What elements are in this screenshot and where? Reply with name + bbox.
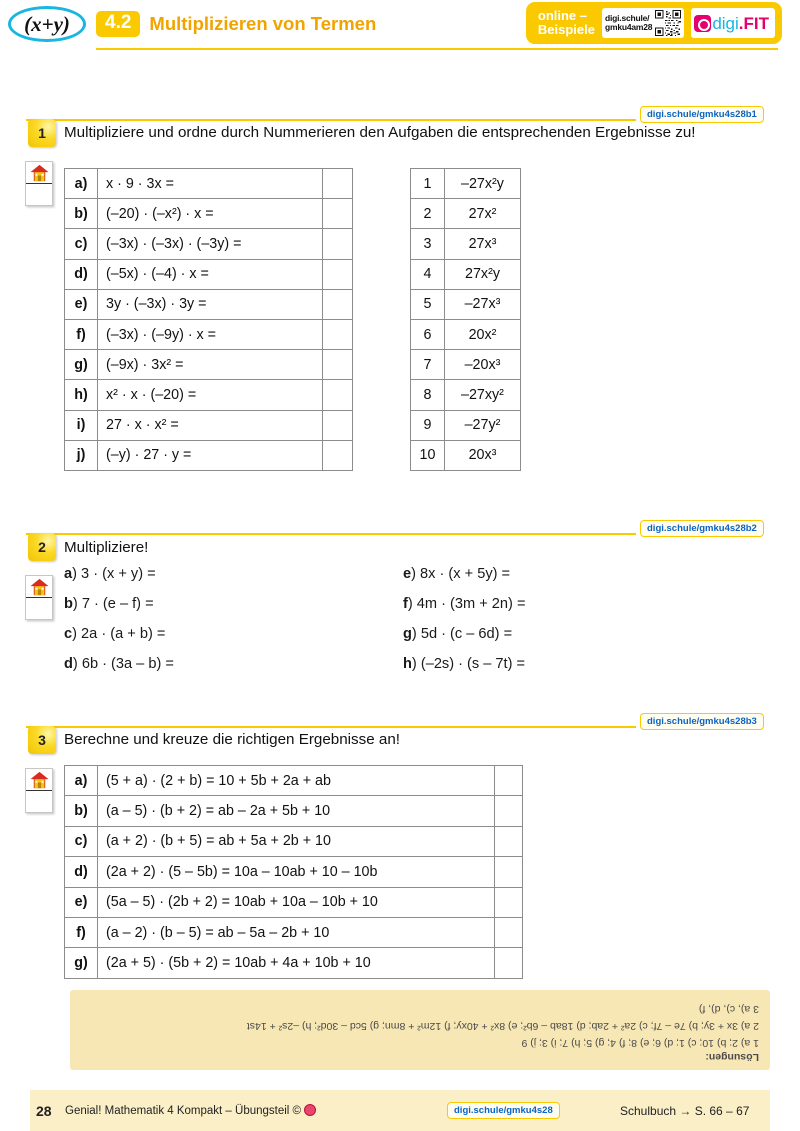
task-letter: c) [65, 229, 98, 259]
publisher-logo-icon [304, 1104, 316, 1116]
row-equation: (5a – 5) · (2b + 2) = 10ab + 10a – 10b + 10 [98, 887, 495, 917]
table-row [65, 826, 523, 856]
result-number: 9 [411, 410, 445, 440]
row-checkbox[interactable] [495, 766, 523, 796]
exercise-3-rows [65, 766, 523, 979]
row-equation: (a – 2) · (b – 5) = ab – 5a – 2b + 10 [98, 917, 495, 947]
item-letter: f [403, 596, 408, 612]
row-checkbox[interactable] [495, 796, 523, 826]
row-checkbox[interactable] [495, 826, 523, 856]
result-value: –27y² [445, 410, 521, 440]
result-value: –27x³ [445, 289, 521, 319]
table-row [411, 229, 521, 259]
task-expression: (–20) · (–x²) · x = [98, 199, 323, 229]
table-row [65, 199, 353, 229]
digifit-mark-icon [694, 15, 711, 32]
result-value: 27x² [445, 199, 521, 229]
digifit-wordmark: digi.FIT [712, 13, 769, 33]
result-value: 20x² [445, 319, 521, 349]
list-item [64, 619, 174, 649]
row-letter: a) [65, 766, 98, 796]
row-letter: d) [65, 857, 98, 887]
page-footer [0, 1090, 800, 1131]
online-examples-label: online – Beispiele [537, 7, 595, 37]
list-item [403, 559, 525, 589]
table-row [65, 948, 523, 978]
row-letter: c) [65, 826, 98, 856]
item-expression: ) (–2s) · (s – 7t) = [411, 656, 526, 672]
item-expression: ) 8x · (x + 5y) = [411, 566, 511, 582]
task-answer-box[interactable] [323, 289, 353, 319]
exercise-1-divider [26, 119, 636, 121]
exercise-3-prompt: Berechne und kreuze die richtigen Ergebnisse an! [64, 731, 401, 748]
online-examples-pill[interactable] [526, 2, 782, 44]
table-row [65, 857, 523, 887]
homework-icon-slot [26, 576, 52, 598]
task-answer-box[interactable] [323, 169, 353, 199]
row-checkbox[interactable] [495, 917, 523, 947]
imprint-text: Genial! Mathematik 4 Kompakt – Übungsteil © [65, 1105, 302, 1117]
list-item [64, 649, 174, 679]
result-number: 2 [411, 199, 445, 229]
exercise-1-task-rows [65, 169, 353, 471]
result-number: 6 [411, 319, 445, 349]
task-expression: (–9x) · 3x² = [98, 350, 323, 380]
exercise-2-prompt: Multipliziere! [64, 539, 149, 556]
result-number: 10 [411, 440, 445, 470]
table-row [65, 887, 523, 917]
list-item [64, 559, 174, 589]
table-row [411, 380, 521, 410]
task-answer-box[interactable] [323, 440, 353, 470]
task-letter: a) [65, 169, 98, 199]
task-letter: f) [65, 319, 98, 349]
table-row [411, 259, 521, 289]
qr-code-icon [655, 10, 681, 36]
solutions-title: Lösungen: [705, 1051, 759, 1063]
task-letter: i) [65, 410, 98, 440]
item-letter: b [64, 596, 73, 612]
table-row [65, 259, 353, 289]
house-icon [29, 578, 50, 596]
table-row [411, 199, 521, 229]
table-row [411, 319, 521, 349]
row-equation: (a + 2) · (b + 5) = ab + 5a + 2b + 10 [98, 826, 495, 856]
row-equation: (5 + a) · (2 + b) = 10 + 5b + 2a + ab [98, 766, 495, 796]
result-number: 3 [411, 229, 445, 259]
list-item [403, 649, 525, 679]
item-letter: d [64, 656, 73, 672]
task-letter: d) [65, 259, 98, 289]
table-row [411, 410, 521, 440]
table-row [411, 289, 521, 319]
exercise-2-homework-marker [25, 575, 53, 620]
table-row [65, 169, 353, 199]
row-letter: e) [65, 887, 98, 917]
item-expression: ) 4m · (3m + 2n) = [407, 596, 526, 612]
table-row [65, 380, 353, 410]
row-checkbox[interactable] [495, 887, 523, 917]
task-letter: h) [65, 380, 98, 410]
row-letter: f) [65, 917, 98, 947]
result-number: 5 [411, 289, 445, 319]
table-row [411, 169, 521, 199]
task-expression: (–3x) · (–9y) · x = [98, 319, 323, 349]
task-expression: (–3x) · (–3x) · (–3y) = [98, 229, 323, 259]
result-number: 7 [411, 350, 445, 380]
exercise-2-right-column [403, 559, 525, 679]
list-item [403, 589, 525, 619]
table-row [411, 350, 521, 380]
table-row [65, 289, 353, 319]
house-icon [29, 771, 50, 789]
result-number: 8 [411, 380, 445, 410]
brand-logo-xy: (x+y) [8, 6, 86, 42]
task-expression: x · 9 · 3x = [98, 169, 323, 199]
page-number: 28 [36, 1102, 52, 1119]
exercise-2-code-badge[interactable]: digi.schule/gmku4s28b2 [640, 520, 764, 537]
task-expression: 3y · (–3x) · 3y = [98, 289, 323, 319]
task-expression: (–y) · 27 · y = [98, 440, 323, 470]
item-expression: ) 5d · (c – 6d) = [411, 626, 513, 642]
result-value: –27xy² [445, 380, 521, 410]
task-letter: b) [65, 199, 98, 229]
row-letter: b) [65, 796, 98, 826]
result-value: 27x³ [445, 229, 521, 259]
footer-imprint [65, 1104, 316, 1117]
row-checkbox[interactable] [495, 948, 523, 978]
task-expression: x² · x · (–20) = [98, 380, 323, 410]
row-checkbox[interactable] [495, 857, 523, 887]
solutions-line-3: 3 a), c), d), f) [698, 1003, 759, 1015]
table-row [65, 796, 523, 826]
result-number: 1 [411, 169, 445, 199]
digifit-brand-chip[interactable] [691, 8, 775, 38]
exercise-2-left-column [64, 559, 174, 679]
exercise-1-code-badge[interactable]: digi.schule/gmku4s28b1 [640, 106, 764, 123]
solutions-line-1: 1 a) 2; b) 10; c) 1; d) 6; e) 8; f) 4; g) 5; h) 7; i) 3; j) 9 [521, 1037, 759, 1049]
exercise-1-prompt: Multipliziere und ordne durch Nummerieren den Aufgaben die entsprechenden Ergebnisse zu! [64, 124, 696, 141]
task-letter: j) [65, 440, 98, 470]
house-icon [29, 164, 50, 182]
table-row [65, 410, 353, 440]
task-answer-box[interactable] [323, 319, 353, 349]
row-equation: (2a + 2) · (5 – 5b) = 10a – 10ab + 10 – 10b [98, 857, 495, 887]
task-answer-box[interactable] [323, 199, 353, 229]
header-divider [96, 48, 778, 51]
homework-icon-slot [26, 769, 52, 791]
table-row [65, 229, 353, 259]
task-letter: g) [65, 350, 98, 380]
item-expression: ) 7 · (e – f) = [72, 596, 154, 612]
task-expression: (–5x) · (–4) · x = [98, 259, 323, 289]
table-row [65, 766, 523, 796]
item-letter: c [64, 626, 73, 642]
item-expression: ) 2a · (a + b) = [72, 626, 166, 642]
result-number: 4 [411, 259, 445, 289]
footer-code-badge[interactable]: digi.schule/gmku4s28 [447, 1102, 560, 1119]
row-letter: g) [65, 948, 98, 978]
page-header [0, 0, 800, 48]
exercise-3-homework-marker [25, 768, 53, 813]
result-value: 20x³ [445, 440, 521, 470]
homework-icon-slot [26, 162, 52, 184]
result-value: –20x³ [445, 350, 521, 380]
table-row [65, 917, 523, 947]
task-answer-box[interactable] [323, 229, 353, 259]
result-value: 27x²y [445, 259, 521, 289]
qr-code-url: digi.schule/ gmku4am28 [604, 12, 653, 32]
exercise-2-number: 2 [28, 533, 56, 561]
exercise-2-divider [26, 533, 636, 535]
schoolbook-reference: Schulbuch → S. 66 – 67 [620, 1103, 750, 1118]
footer-content [0, 1090, 800, 1131]
exercise-1-task-table [64, 168, 353, 471]
row-equation: (2a + 5) · (5b + 2) = 10ab + 4a + 10b + 10 [98, 948, 495, 978]
exercise-3-table [64, 765, 523, 979]
exercise-3-code-badge[interactable]: digi.schule/gmku4s28b3 [640, 713, 764, 730]
task-letter: e) [65, 289, 98, 319]
qr-code-chip[interactable] [602, 8, 684, 38]
item-letter: g [403, 626, 412, 642]
item-letter: h [403, 656, 412, 672]
task-answer-box[interactable] [323, 259, 353, 289]
exercise-1-results-table [410, 168, 521, 471]
table-row [65, 319, 353, 349]
table-row [411, 440, 521, 470]
item-letter: a [64, 566, 73, 582]
table-row [65, 350, 353, 380]
task-answer-box[interactable] [323, 350, 353, 380]
list-item [64, 589, 174, 619]
exercise-3-divider [26, 726, 636, 728]
task-answer-box[interactable] [323, 410, 353, 440]
task-answer-box[interactable] [323, 380, 353, 410]
list-item [403, 619, 525, 649]
exercise-1-result-rows [411, 169, 521, 471]
solutions-line-2: 2 a) 3x + 3y; b) 7e – 7f; c) 2a² + 2ab; d) 18ab – 6b²; e) 8x² + 40xy; f) 12m² + 8mn; g) 5cd – 30d²; h) –2s² + 14st [246, 1020, 759, 1032]
item-letter: e [403, 566, 412, 582]
chapter-number-badge: 4.2 [96, 11, 140, 37]
exercise-1-homework-marker [25, 161, 53, 206]
page-title: Multiplizieren von Termen [149, 13, 377, 34]
result-value: –27x²y [445, 169, 521, 199]
exercise-3-number: 3 [28, 726, 56, 754]
exercise-1-number: 1 [28, 119, 56, 147]
item-expression: ) 6b · (3a – b) = [72, 656, 174, 672]
table-row [65, 440, 353, 470]
task-expression: 27 · x · x² = [98, 410, 323, 440]
solutions-box [70, 990, 770, 1070]
row-equation: (a – 5) · (b + 2) = ab – 2a + 5b + 10 [98, 796, 495, 826]
item-expression: ) 3 · (x + y) = [72, 566, 156, 582]
